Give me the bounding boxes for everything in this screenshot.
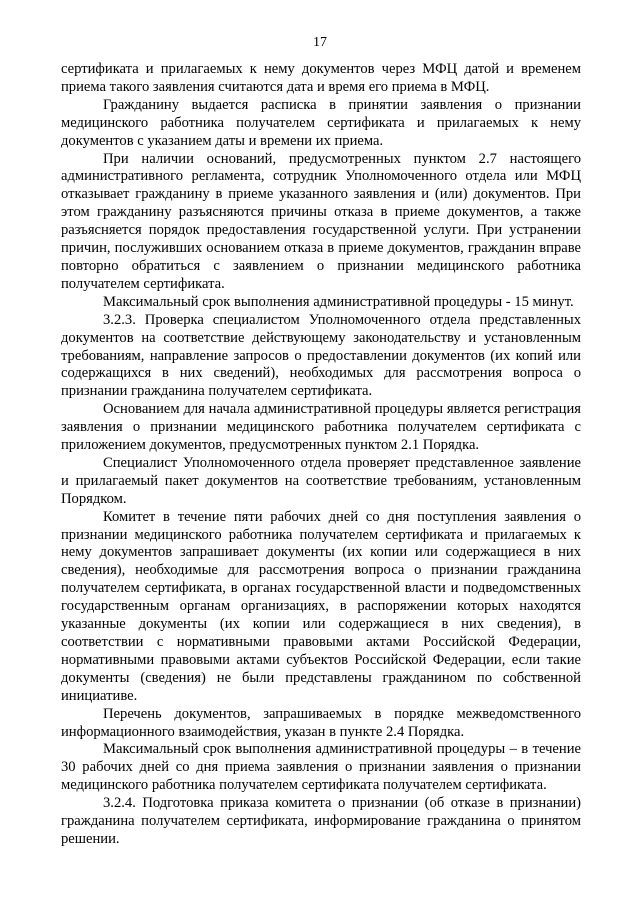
paragraph-specialist-check: Специалист Уполномоченного отдела проверяет представленное заявление и прилагаемый пакет документов на соответствие требованиям, установленным Порядком. bbox=[61, 454, 581, 507]
paragraph-max-term-30-days: Максимальный срок выполнения административной процедуры – в течение 30 рабочих дней со дня приема заявления о признании заявления о признании медицинского работника получателем сертификата получателем сертификата. bbox=[61, 741, 581, 794]
paragraph-section-3-2-3: 3.2.3. Проверка специалистом Уполномоченного отдела представленных документов на соответствие действующему законодательству и установленным требованиям, направление запросов о предоставлении документов (их копий или содержащихся в них сведений), необходимых для рассмотрения вопроса о признании гражданина получателем сертификата. bbox=[61, 311, 581, 400]
paragraph-committee-requests: Комитет в течение пяти рабочих дней со дня поступления заявления о признании медицинского работника получателем сертификата и прилагаемых к нему документов запрашивает документы (их копии или содержащиеся в них сведения), необходимые для рассмотрения вопроса о признании гражданина получателем сертификата, в органах государственной власти и подведомственных государственным органам организациях, в распоряжении которых находятся указанные документы (их копии или содержащиеся в них сведения), в соответствии с нормативными правовыми актами Российской Федерации, нормативными правовыми актами субъектов Российской Федерации, если такие документы (сведения) не были представлены гражданином по собственной инициативе. bbox=[61, 508, 581, 704]
paragraph-continuation: сертификата и прилагаемых к нему документов через МФЦ датой и временем приема такого заявления считаются дата и время его приема в МФЦ. bbox=[61, 61, 581, 95]
paragraph-receipt: Гражданину выдается расписка в принятии заявления о признании медицинского работника получателем сертификата и прилагаемых к нему документов с указанием даты и времени их приема. bbox=[61, 96, 581, 149]
paragraph-documents-list: Перечень документов, запрашиваемых в порядке межведомственного информационного взаимодействия, указан в пункте 2.4 Порядка. bbox=[61, 705, 581, 740]
paragraph-refusal-grounds: При наличии оснований, предусмотренных пунктом 2.7 настоящего административного регламента, сотрудник Уполномоченного отдела или МФЦ отказывает гражданину в приеме указанного заявления и (или) документов. При этом гражданину разъясняются причины отказа в приеме документов, а также разъясняется порядок предоставления государственной услуги. При устранении причин, послуживших основанием отказа в приеме документов, гражданин вправе повторно обратиться с заявлением о признании медицинского работника получателем сертификата. bbox=[61, 150, 581, 292]
paragraph-max-term-15-min: Максимальный срок выполнения административной процедуры - 15 минут. bbox=[103, 293, 574, 310]
paragraph-section-3-2-4: 3.2.4. Подготовка приказа комитета о признании (об отказе в признании) гражданина получателем сертификата, информирование гражданина о принятом решении. bbox=[61, 795, 581, 847]
page-number: 17 bbox=[313, 35, 327, 50]
paragraph-procedure-basis: Основанием для начала административной процедуры является регистрация заявления о признании медицинского работника получателем сертификата с приложением документов, предусмотренных пунктом 2.1 Порядка. bbox=[61, 401, 581, 454]
document-body bbox=[61, 61, 581, 849]
